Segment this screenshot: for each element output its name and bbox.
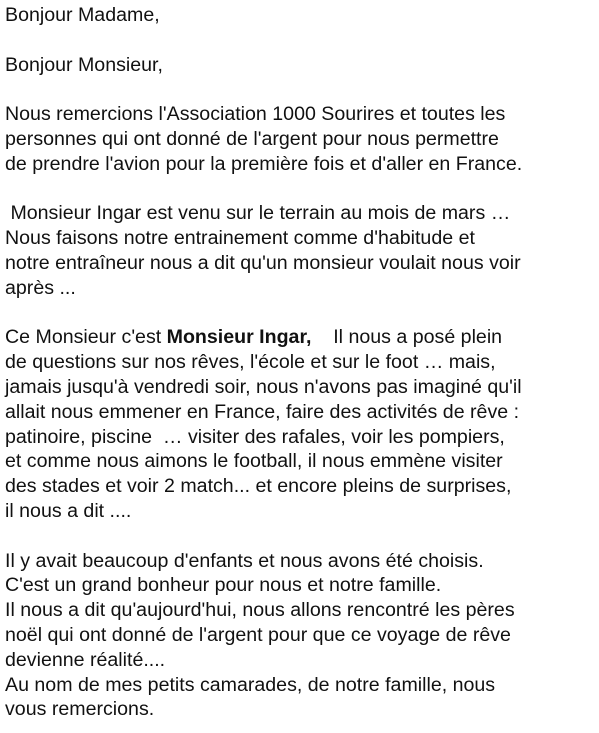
- greeting-madame: Bonjour Madame,: [5, 4, 160, 26]
- blank-line: [5, 301, 597, 326]
- paragraph-closing: [5, 549, 597, 723]
- paragraph-monsieur-ingar: [5, 325, 597, 523]
- greeting-monsieur: Bonjour Monsieur,: [5, 53, 163, 76]
- text-line: jamais jusqu'à vendredi soir, nous n'avons pas imaginé qu'il: [5, 375, 522, 398]
- text-line: Nous remercions l'Association 1000 Sourires et toutes les: [5, 103, 506, 126]
- text-line: devienne réalité....: [5, 648, 166, 671]
- text-line: de prendre l'avion pour la première fois et d'aller en France.: [5, 152, 523, 175]
- blank-line: [5, 177, 597, 202]
- text-line: Il y avait beaucoup d'enfants et nous avons été choisis.: [5, 549, 484, 572]
- text-line: [5, 325, 597, 350]
- text-segment: Ce Monsieur c'est: [5, 326, 167, 349]
- text-line: Monsieur Ingar est venu sur le terrain au mois de mars …: [5, 202, 511, 225]
- text-line: Il nous a dit qu'aujourd'hui, nous allons rencontré les pères: [5, 599, 515, 622]
- text-line: des stades et voir 2 match... et encore pleins de surprises,: [5, 475, 512, 498]
- text-line: après ...: [5, 276, 76, 299]
- text-line: Nous faisons notre entrainement comme d'habitude et: [5, 227, 475, 250]
- text-line: Au nom de mes petits camarades, de notre famille, nous: [5, 673, 496, 696]
- letter-body: [5, 3, 597, 722]
- paragraph-visit: [5, 201, 597, 300]
- text-line: il nous a dit ....: [5, 499, 132, 522]
- blank-line: [5, 77, 597, 102]
- text-line: personnes qui ont donné de l'argent pour nous permettre: [5, 127, 499, 150]
- text-line: et comme nous aimons le football, il nous emmène visiter: [5, 450, 503, 473]
- blank-line: [5, 524, 597, 549]
- blank-line: [5, 28, 597, 53]
- paragraph-thanks: [5, 102, 597, 176]
- text-line: C'est un grand bonheur pour nous et notre famille.: [5, 574, 442, 597]
- text-segment: Il nous a posé plein: [311, 326, 503, 349]
- text-line: noël qui ont donné de l'argent pour que ce voyage de rêve: [5, 623, 511, 646]
- text-line: patinoire, piscine … visiter des rafales, voir les pompiers,: [5, 425, 505, 448]
- text-line: vous remercions.: [5, 698, 155, 721]
- text-line: de questions sur nos rêves, l'école et sur le foot … mais,: [5, 351, 496, 374]
- text-line: notre entraîneur nous a dit qu'un monsieur voulait nous voir: [5, 251, 521, 274]
- bold-name: Monsieur Ingar,: [166, 326, 312, 349]
- text-line: allait nous emmener en France, faire des activités de rêve :: [5, 400, 520, 423]
